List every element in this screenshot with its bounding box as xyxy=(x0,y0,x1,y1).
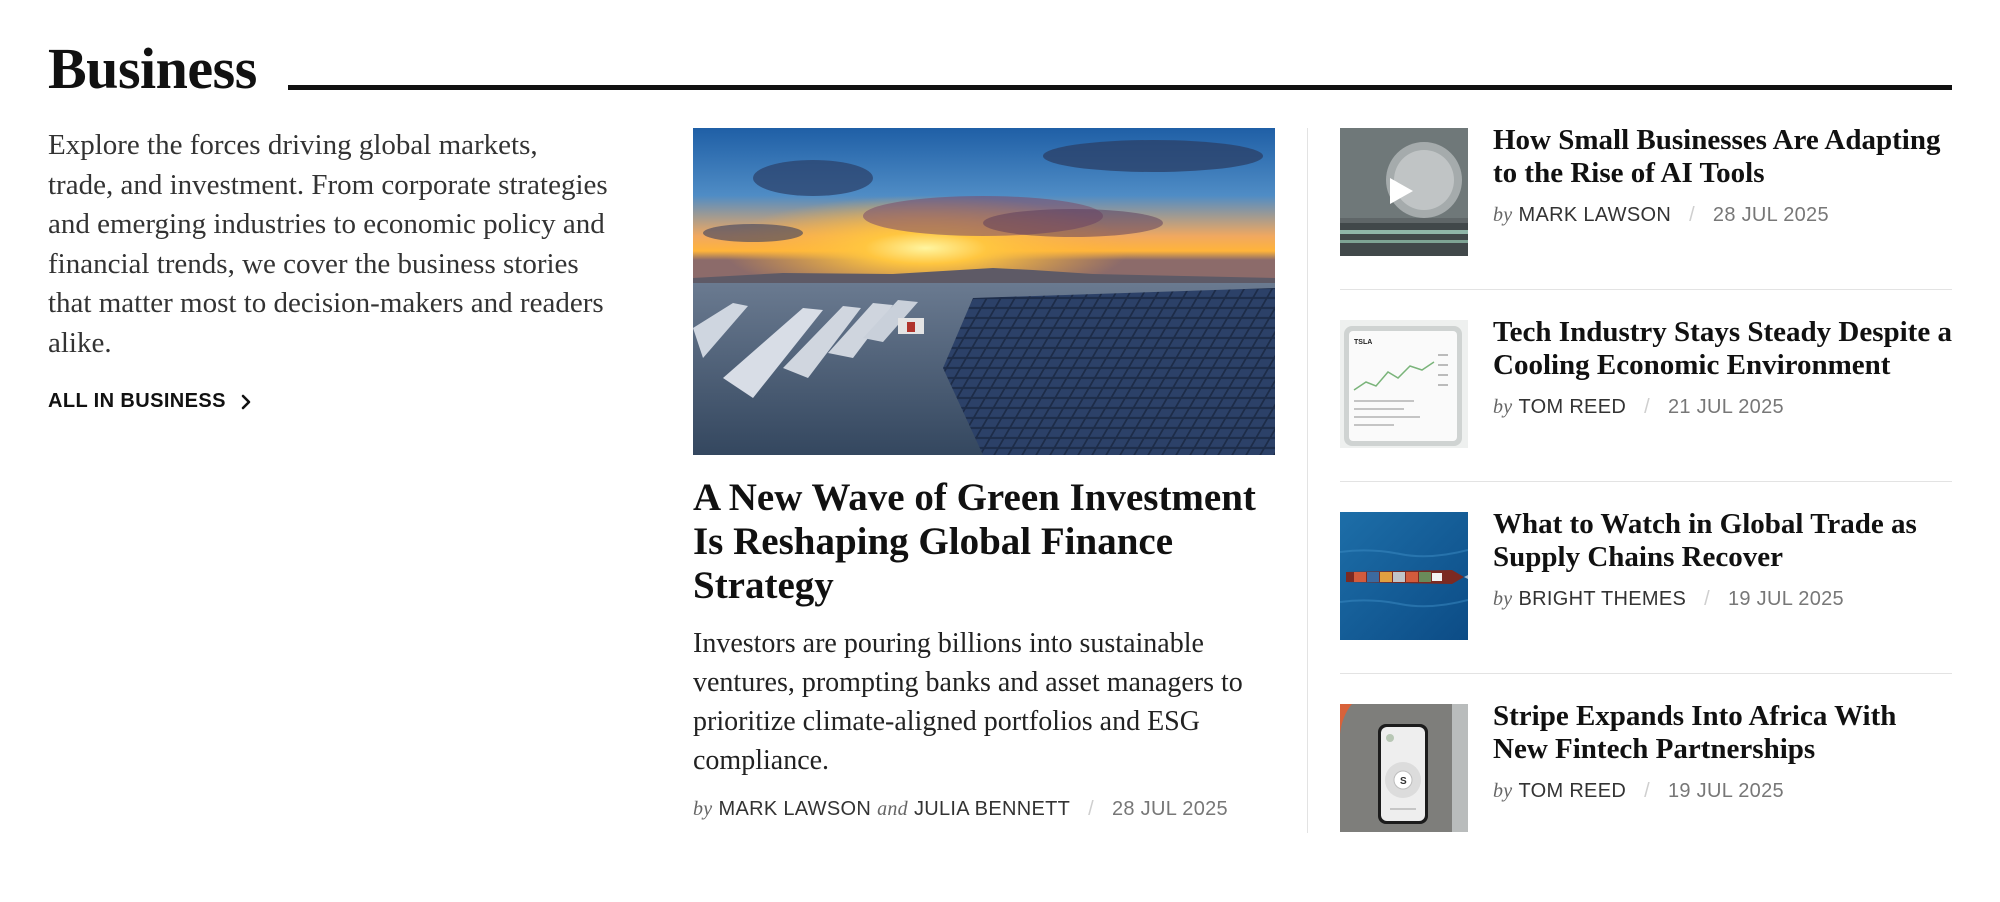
publish-date: 19 JUL 2025 xyxy=(1667,780,1784,802)
featured-article xyxy=(693,128,1275,821)
byline-and: and xyxy=(877,798,908,820)
article-byline xyxy=(1493,204,1953,227)
byline-by: by xyxy=(1493,588,1513,610)
article-byline xyxy=(1493,780,1953,803)
chevron-right-icon xyxy=(236,392,256,412)
list-item xyxy=(1340,508,1952,704)
article-body xyxy=(1493,316,1953,419)
article-title[interactable]: How Small Businesses Are Adapting to the Rise of AI Tools xyxy=(1493,124,1941,189)
byline-separator: / xyxy=(1088,798,1094,820)
column-divider xyxy=(1307,128,1308,833)
list-item xyxy=(1340,700,1952,896)
featured-image[interactable] xyxy=(693,128,1275,455)
all-in-business-label: ALL IN BUSINESS xyxy=(48,390,226,412)
article-list xyxy=(1340,124,1952,896)
author-link[interactable]: JULIA BENNETT xyxy=(913,798,1071,820)
byline-separator: / xyxy=(1644,780,1650,802)
publish-date: 21 JUL 2025 xyxy=(1667,396,1784,418)
article-body xyxy=(1493,124,1953,227)
section-title: Business xyxy=(48,36,257,101)
byline-by: by xyxy=(1493,780,1513,802)
list-item xyxy=(1340,316,1952,512)
list-divider xyxy=(1340,481,1952,482)
byline-separator: / xyxy=(1644,396,1650,418)
author-link[interactable]: BRIGHT THEMES xyxy=(1518,588,1687,610)
ai-globe-video-thumbnail[interactable] xyxy=(1340,128,1468,256)
section-rule xyxy=(288,85,1952,90)
svg-text:S: S xyxy=(1400,776,1407,787)
featured-byline xyxy=(693,798,1275,821)
phone-payment-app-thumbnail[interactable] xyxy=(1340,704,1468,832)
tablet-stock-chart-thumbnail[interactable] xyxy=(1340,320,1468,448)
cargo-ship-ocean-thumbnail[interactable] xyxy=(1340,512,1468,640)
article-body xyxy=(1493,700,1953,803)
publish-date: 28 JUL 2025 xyxy=(1111,798,1228,820)
section-description: Explore the forces driving global markets, trade, and investment. From corporate strategies and emerging industries to economic policy and financial trends, we cover the business stories that matter most to decision-makers and readers alike. xyxy=(48,129,608,359)
publish-date: 19 JUL 2025 xyxy=(1727,588,1844,610)
list-divider xyxy=(1340,289,1952,290)
article-title[interactable]: What to Watch in Global Trade as Supply Chains Recover xyxy=(1493,508,1917,573)
byline-separator: / xyxy=(1689,204,1695,226)
byline-separator: / xyxy=(1704,588,1710,610)
svg-text:TSLA: TSLA xyxy=(1354,339,1373,346)
featured-title[interactable]: A New Wave of Green Investment Is Reshaping Global Finance Strategy xyxy=(693,476,1256,607)
byline-by: by xyxy=(1493,204,1513,226)
list-item xyxy=(1340,124,1952,320)
author-link[interactable]: TOM REED xyxy=(1518,780,1627,802)
article-byline xyxy=(1493,396,1953,419)
byline-by: by xyxy=(693,798,713,820)
section-header xyxy=(48,36,1952,101)
featured-excerpt: Investors are pouring billions into sustainable ventures, prompting banks and asset managers to prioritize climate-aligned portfolios and ESG compliance. xyxy=(693,628,1243,776)
byline-by: by xyxy=(1493,396,1513,418)
list-divider xyxy=(1340,673,1952,674)
article-body xyxy=(1493,508,1953,611)
section-intro xyxy=(48,126,608,363)
article-title[interactable]: Tech Industry Stays Steady Despite a Cooling Economic Environment xyxy=(1493,316,1952,381)
article-title[interactable]: Stripe Expands Into Africa With New Fintech Partnerships xyxy=(1493,700,1897,765)
author-link[interactable]: TOM REED xyxy=(1518,396,1627,418)
all-in-business-link[interactable] xyxy=(48,390,256,413)
article-byline xyxy=(1493,588,1953,611)
author-link[interactable]: MARK LAWSON xyxy=(718,798,872,820)
publish-date: 28 JUL 2025 xyxy=(1712,204,1829,226)
author-link[interactable]: MARK LAWSON xyxy=(1518,204,1672,226)
